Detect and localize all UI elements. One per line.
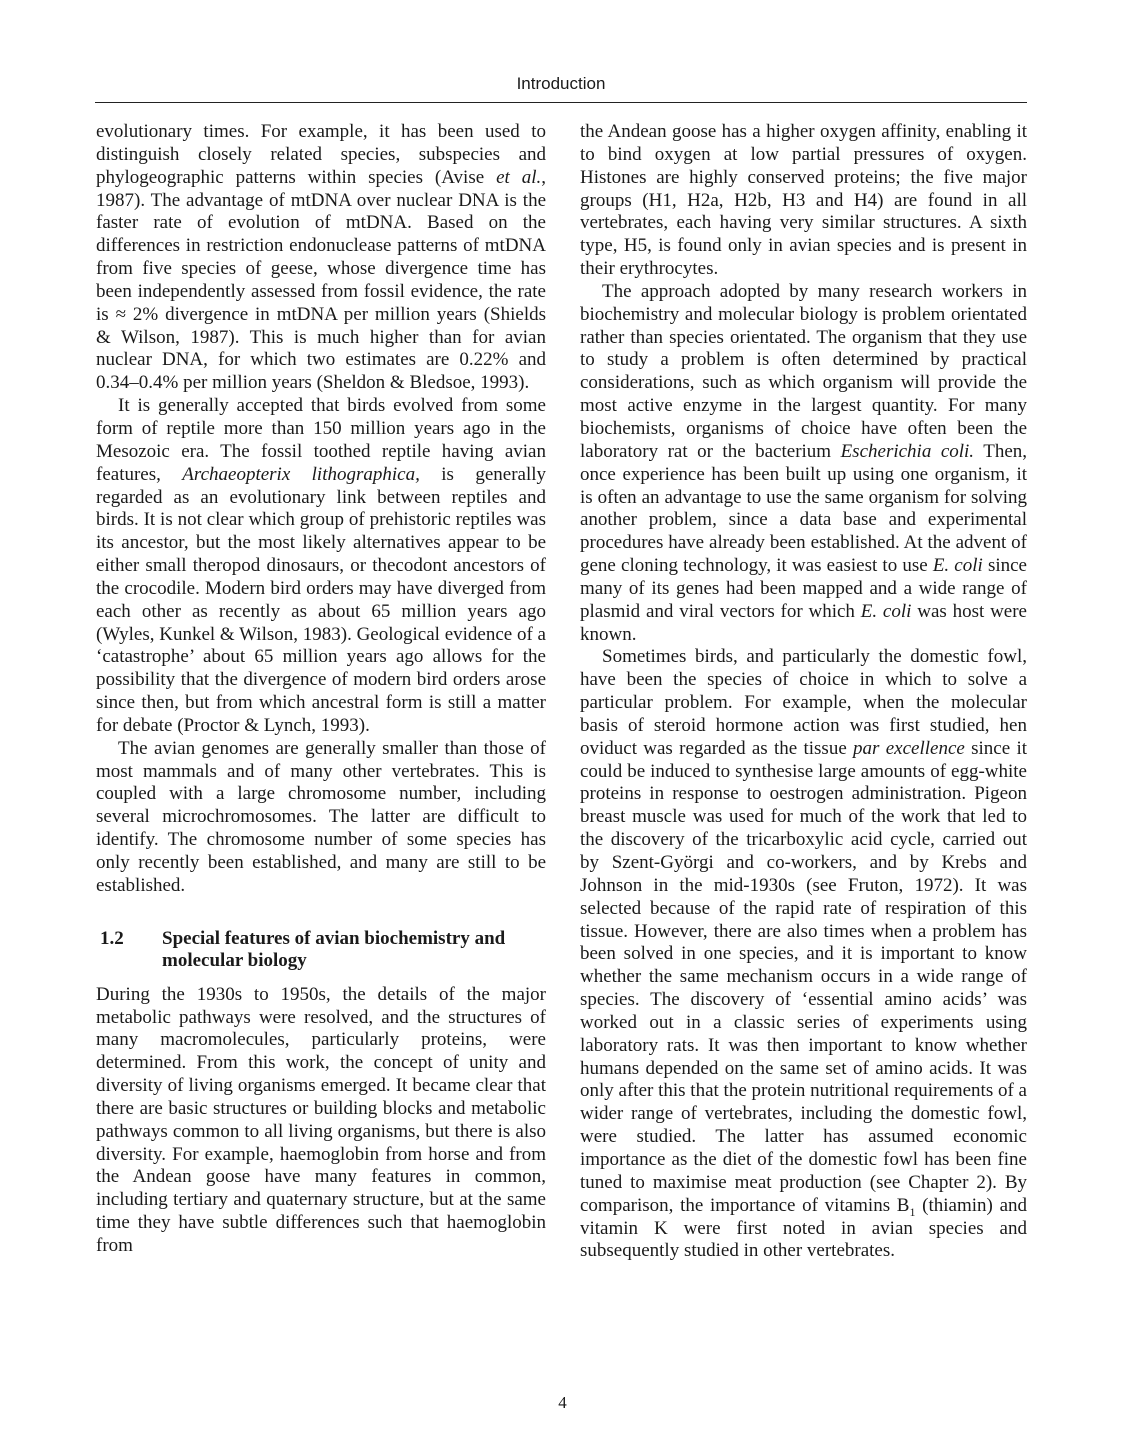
paragraph: During the 1930s to 1950s, the details of the major metabolic pathways were resolved, and the structures of many macromolecules, particularly proteins, were determined. From this work, the concept of unity and diversity of living organisms emerged. It became clear that there are basic structures or building blocks and metabolic pathways common to all living organisms, but there is also diversity. For example, haemoglobin from horse and from the Andean goose have many features in common, including tertiary and quaternary structure, but at the same time they have subtle differences such that haemoglobin from	[96, 983, 546, 1256]
paragraph: The approach adopted by many research workers in biochemistry and molecular biology is problem orientated rather than species orientated. The organism that they use to study a problem is often determined by practical considerations, such as which organism will provide the most active enzyme in the largest quantity. For many biochemists, organisms of choice have often been the laboratory rat or the bacterium Escherichia coli. Then, once experience has been built up using one organism, it is often an advantage to use the same organism for solving another problem, since a data base and experimental procedures have already been established. At the advent of gene cloning technology, it was easiest to use E. coli since many of its genes had been mapped and a wide range of plasmid and viral vectors for which E. coli was host were known.	[580, 280, 1027, 645]
page-number: 4	[558, 1393, 567, 1412]
section-number: 1.2	[100, 927, 124, 949]
paragraph: It is generally accepted that birds evolved from some form of reptile more than 150 million years ago in the Mesozoic era. The fossil toothed reptile having avian features, Archaeopterix lithographica, is generally regarded as an evolutionary link between reptiles and birds. It is not clear which group of prehistoric reptiles was its ancestor, but the most likely alternatives appear to be either small theropod dinosaurs, or thecodont ancestors of the crocodile. Modern bird orders may have diverged from each other as recently as about 65 million years ago (Wyles, Kunkel & Wilson, 1983). Geological evidence of a ‘catastrophe’ about 65 million years ago allows for the possibility that the divergence of modern bird orders arose since then, but from which ancestral form is still a matter for debate (Proctor & Lynch, 1993).	[96, 395, 547, 736]
paragraph: evolutionary times. For example, it has been used to distinguish closely related species, subspecies and phylogeographic patterns within species (Avise et al., 1987). The advantage of mtDNA over nuclear DNA is the faster rate of evolution of mtDNA. Based on the differences in restriction endonuclease patterns of mtDNA from five species of geese, whose divergence time has been independently assessed from fossil evidence, the rate is ≈ 2% divergence in mtDNA per million years (Shields & Wilson, 1987). This is much higher than for avian nuclear DNA, for which two estimates are 0.22% and 0.34–0.4% per million years (Sheldon & Bledsoe, 1993).	[96, 121, 547, 394]
section-heading	[96, 928, 546, 972]
paragraph: Sometimes birds, and particularly the domestic fowl, have been the species of choice in which to solve a particular problem. For example, when the molecular basis of steroid hormone action was first studied, hen oviduct was regarded as the tissue par excellence since it could be induced to synthesise large amounts of egg-white proteins in response to oestrogen administration. Pigeon breast muscle was used for much of the work that led to the discovery of the tricarboxylic acid cycle, carried out by Szent-Györgi and co-workers, and by Krebs and Johnson in the mid-1930s (see Fruton, 1972). It was selected because of the rapid rate of respiration of this tissue. However, there are also times when a problem has been solved in one species, and it is important to know whether the same mechanism occurs in a wide range of species. The discovery of ‘essential amino acids’ was worked out in a classic series of experiments using laboratory rats. It was then important to know whether humans depended on the same set of amino acids. It was only after this that the protein nutritional requirements of a wider range of vertebrates, including the domestic fowl, were studied. The latter has assumed economic importance as the diet of the domestic fowl has been fine tuned to maximise meat production (see Chapter 2). By comparison, the importance of vitamins $B_1$ (thiamin) and vitamin K were first noted in avian species and subsequently studied in other vertebrates.	[580, 646, 1028, 1262]
section-title: Special features of avian biochemistry and molecular biology	[162, 927, 506, 971]
running-head: Introduction	[516, 74, 606, 93]
paragraph: the Andean goose has a higher oxygen affinity, enabling it to bind oxygen at low partial pressures of oxygen. Histones are highly conserved proteins; the five major groups (H1, H2a, H2b, H3 and H4) are found in all vertebrates, each having very similar structures. A sixth type, H5, is found only in avian species and is present in their erythrocytes.	[580, 121, 1027, 280]
left-column	[96, 121, 546, 1258]
header-rule	[95, 102, 1027, 103]
right-column	[580, 121, 1027, 1263]
paragraph: The avian genomes are generally smaller than those of most mammals and of many other vertebrates. This is coupled with a large chromosome number, including several microchromosomes. The latter are difficult to identify. The chromosome number of some species has only recently been established, and many are still to be established.	[96, 737, 546, 896]
